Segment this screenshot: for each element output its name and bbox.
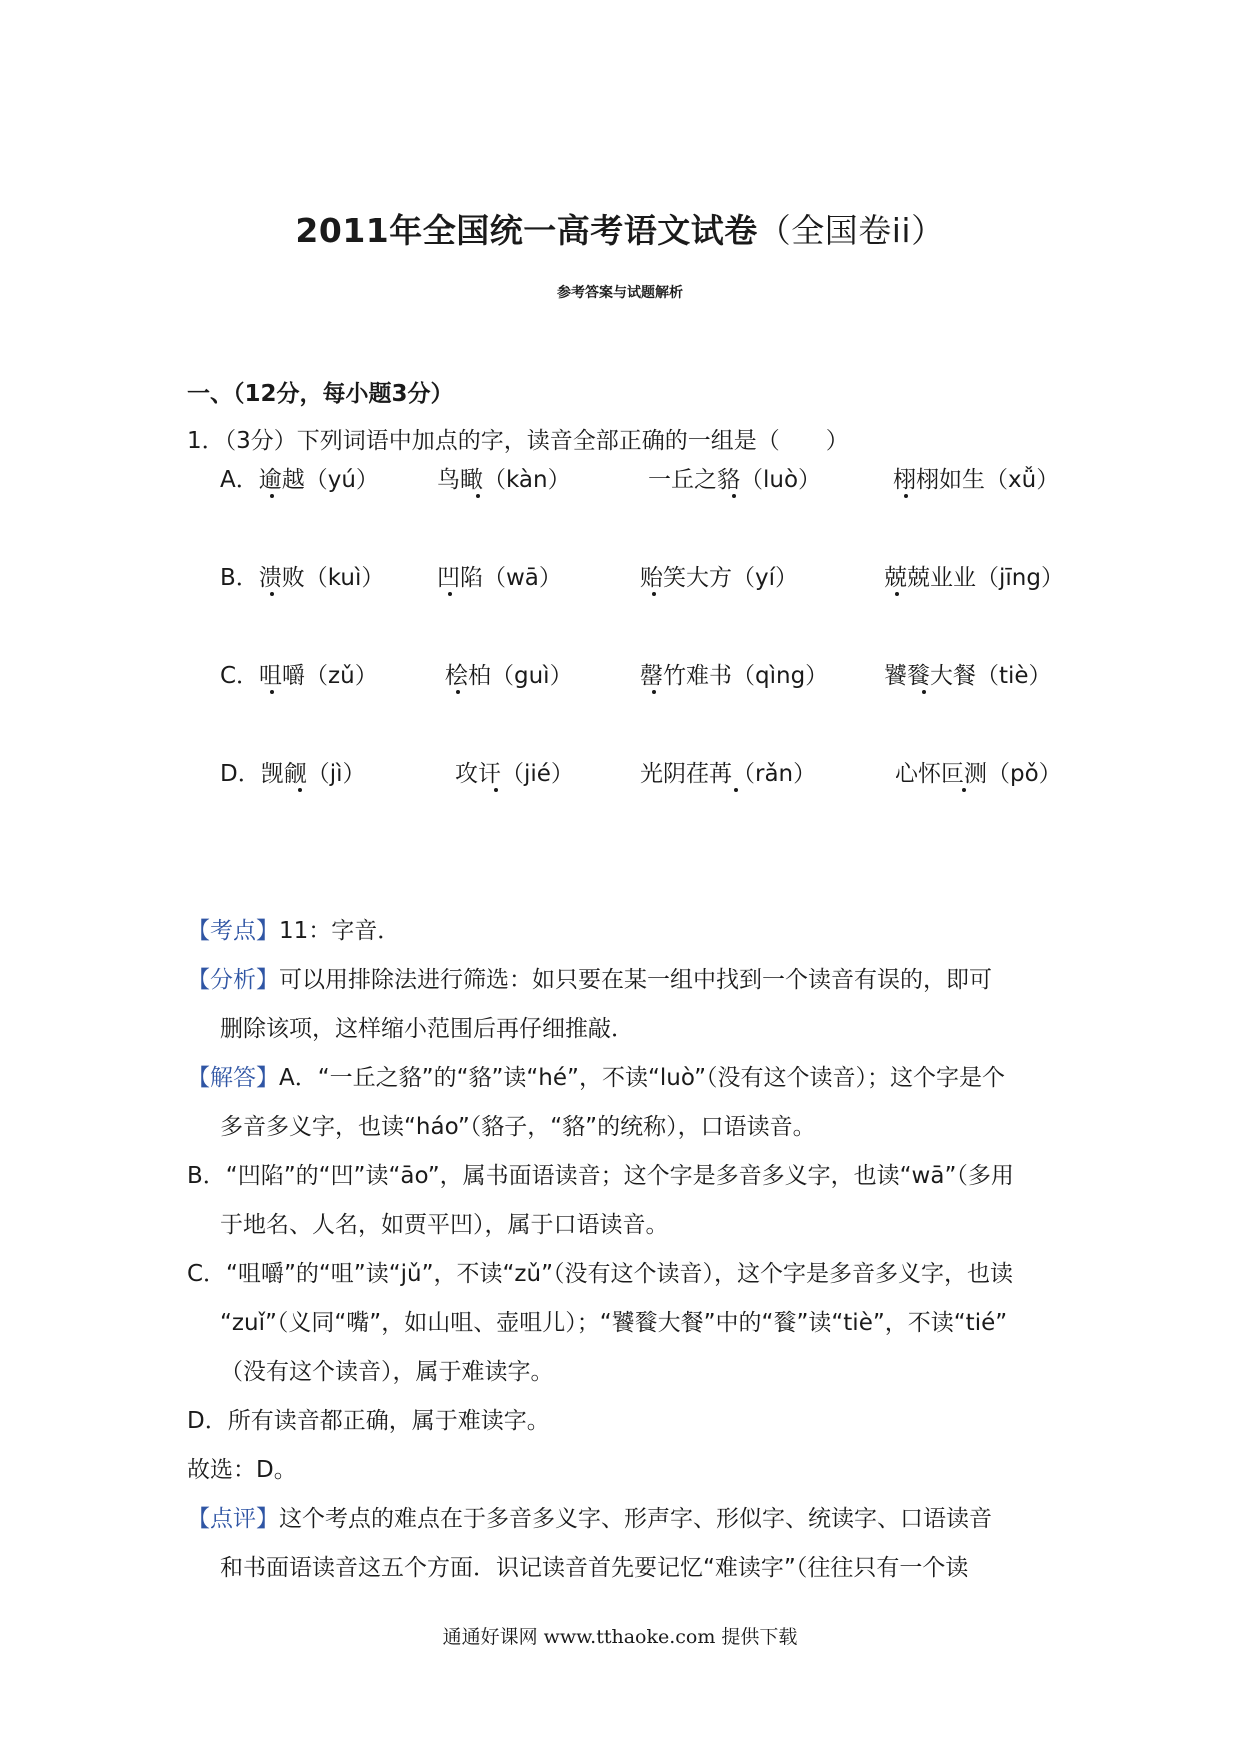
option-c-1: C．咀嚼（zǔ）: [220, 663, 378, 689]
emphasis-dot: [448, 592, 452, 596]
fenxi-tag: 【分析】: [187, 967, 279, 993]
emphasis-dot: [652, 690, 656, 694]
title-paren: （全国卷ii）: [757, 211, 945, 250]
option-d-2: 攻讦（jié）: [455, 761, 574, 787]
option-a-4: 栩栩如生（xǚ）: [893, 467, 1060, 493]
section-header: 一、（12分，每小题3分）: [187, 381, 454, 407]
emphasis-dot: [734, 788, 738, 792]
title-main: 2011年全国统一高考语文试卷: [295, 211, 758, 250]
para-b-line-2: 于地名、人名，如贾平凹），属于口语读音。: [220, 1212, 669, 1238]
emphasis-dot: [732, 494, 736, 498]
jieda-line-1: [187, 1059, 1005, 1092]
option-c-2: 桧柏（guì）: [445, 663, 573, 689]
option-d-4: 心怀叵测（pǒ）: [895, 761, 1062, 787]
page-subtitle: 参考答案与试题解析: [557, 285, 683, 301]
fenxi-text: 可以用排除法进行筛选：如只要在某一组中找到一个读音有误的，即可: [279, 967, 992, 993]
emphasis-dot: [476, 494, 480, 498]
option-b-2: 凹陷（wā）: [437, 565, 562, 591]
emphasis-dot: [270, 494, 274, 498]
footer-credit: 通通好课网 www.tthaoke.com 提供下载: [442, 1626, 798, 1648]
jieda-tag: 【解答】: [187, 1065, 279, 1091]
para-c-line-1: C．“咀嚼”的“咀”读“jǔ”，不读“zǔ”（没有这个读音），这个字是多音多义字，也读: [187, 1261, 1014, 1287]
option-d-3: 光阴荏苒（rǎn）: [640, 761, 817, 787]
emphasis-dot: [962, 788, 966, 792]
answer-line: 故选：D。: [187, 1457, 297, 1483]
dianping-tag: 【点评】: [187, 1506, 279, 1532]
emphasis-dot: [298, 788, 302, 792]
emphasis-dot: [456, 690, 460, 694]
para-d: D．所有读音都正确，属于难读字。: [187, 1408, 550, 1434]
fenxi-line-1: [187, 961, 992, 994]
option-b-3: 贻笑大方（yí）: [640, 565, 799, 591]
fenxi-line-2: 删除该项，这样缩小范围后再仔细推敲．: [220, 1016, 634, 1042]
option-d-1: D．觊觎（jì）: [220, 761, 366, 787]
kaodian-text: 11：字音．: [279, 918, 401, 944]
option-c-4: 饕餮大餐（tiè）: [884, 663, 1052, 689]
para-c-line-2: “zuǐ”（义同“嘴”，如山咀、壶咀儿）；“饕餮大餐”中的“餮”读“tiè”，不读“tié”: [220, 1310, 1008, 1336]
para-b-line-1: B．“凹陷”的“凹”读“āo”，属书面语读音；这个字是多音多义字，也读“wā”（多用: [187, 1163, 1014, 1189]
emphasis-dot: [270, 690, 274, 694]
emphasis-dot: [922, 690, 926, 694]
dianping-line-1: [187, 1500, 992, 1533]
option-b-1: B．溃败（kuì）: [220, 565, 385, 591]
emphasis-dot: [494, 788, 498, 792]
emphasis-dot: [895, 592, 899, 596]
option-b-4: 兢兢业业（jīng）: [884, 565, 1064, 591]
emphasis-dot: [904, 494, 908, 498]
jieda-line-2: 多音多义字，也读“háo”（貉子，“貉”的统称），口语读音。: [220, 1114, 816, 1140]
option-a-1: A．逾越（yú）: [220, 467, 379, 493]
question-stem: 1．（3分）下列词语中加点的字，读音全部正确的一组是（ ）: [187, 428, 849, 454]
emphasis-dot: [270, 592, 274, 596]
emphasis-dot: [652, 592, 656, 596]
kaodian-line: [187, 912, 400, 945]
para-c-line-3: （没有这个读音），属于难读字。: [220, 1359, 554, 1385]
jieda-text: A．“一丘之貉”的“貉”读“hé”，不读“luò”（没有这个读音）；这个字是个: [279, 1065, 1006, 1091]
option-a-2: 鸟瞰（kàn）: [437, 467, 571, 493]
page-title: [0, 205, 1240, 252]
dianping-text: 这个考点的难点在于多音多义字、形声字、形似字、统读字、口语读音: [279, 1506, 992, 1532]
kaodian-tag: 【考点】: [187, 918, 279, 944]
option-c-3: 罄竹难书（qìng）: [640, 663, 829, 689]
option-a-3: 一丘之貉（luò）: [648, 467, 822, 493]
dianping-line-2: 和书面语读音这五个方面．识记读音首先要记忆“难读字”（往往只有一个读: [220, 1555, 969, 1581]
